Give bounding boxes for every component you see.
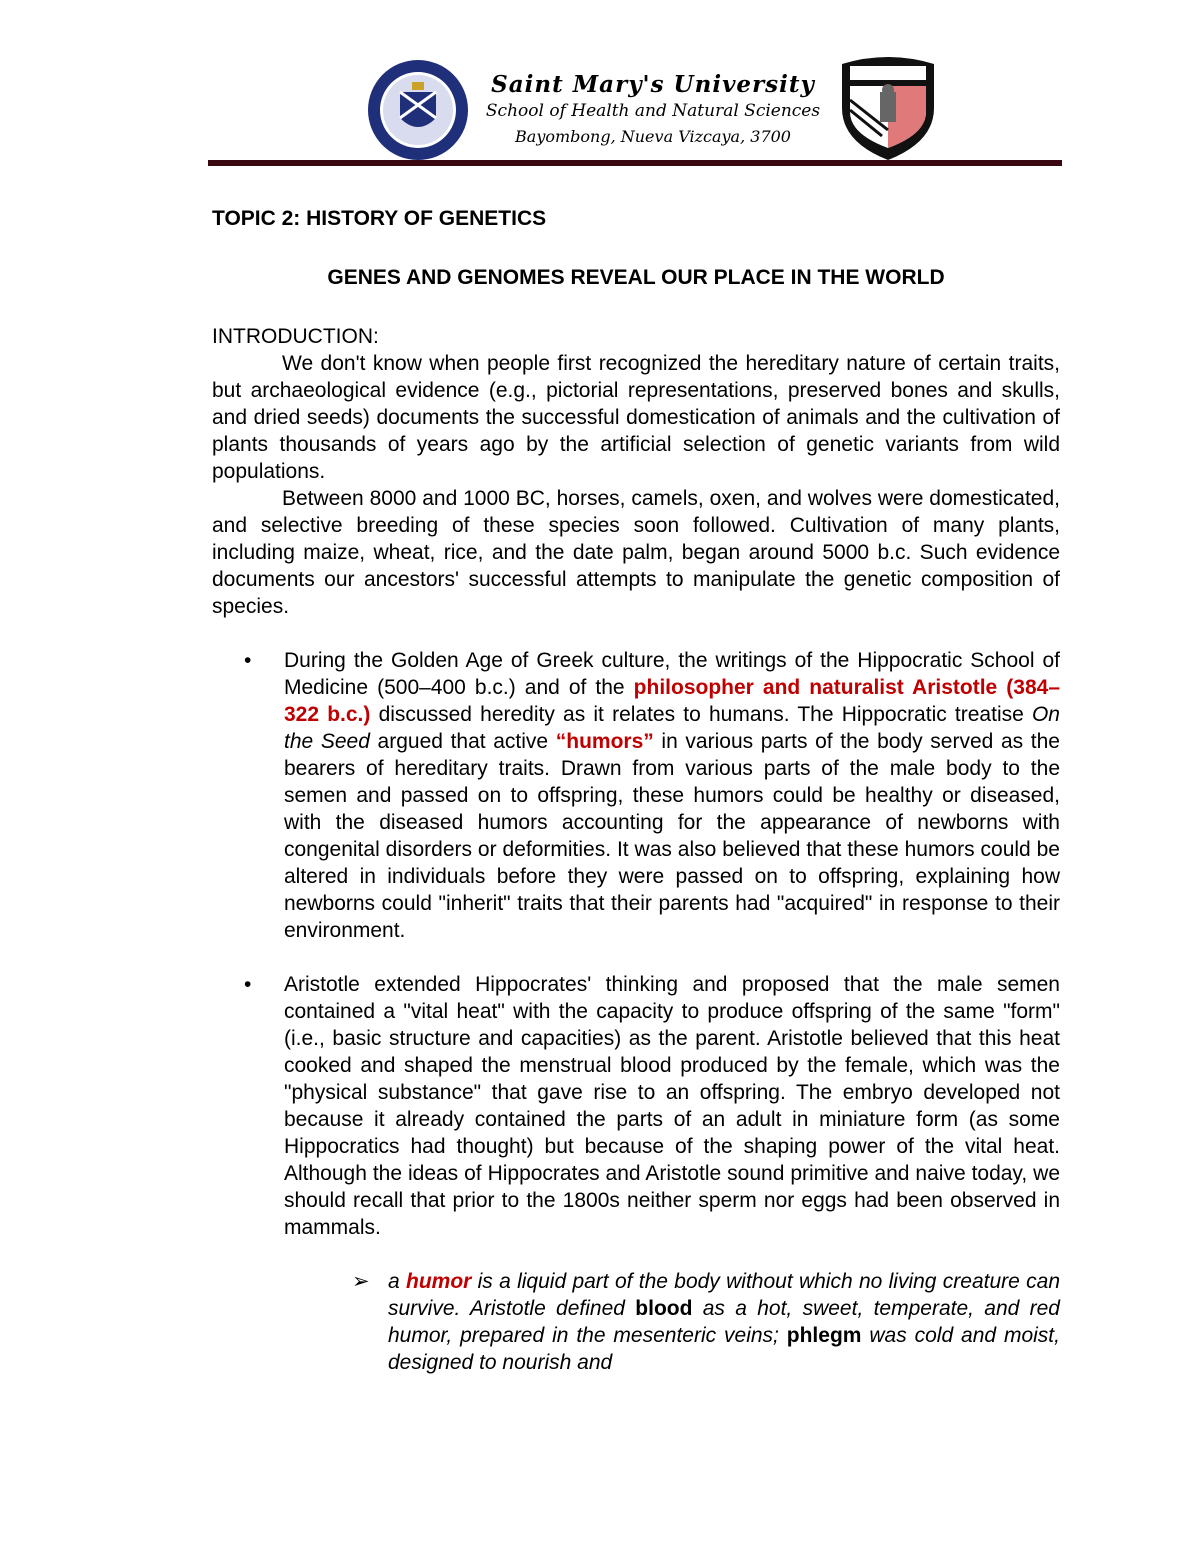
section-title: GENES AND GENOMES REVEAL OUR PLACE IN THE WORLD <box>327 266 945 289</box>
sub-term-blood: blood <box>635 1297 693 1320</box>
document-body <box>212 205 1060 1376</box>
topic-heading: TOPIC 2: HISTORY OF GENETICS <box>212 207 547 230</box>
bullet-aristotle <box>212 971 1060 1241</box>
introduction-label: INTRODUCTION: <box>212 325 379 348</box>
sub-highlight-humor: humor <box>406 1270 472 1293</box>
sub-text-2: is a liquid part of the body without which no living creature can survive. Aristotle defined <box>388 1270 1061 1320</box>
bullet1-treatise-title: On the Seed <box>284 703 1060 753</box>
bullet-list <box>212 647 1060 1241</box>
university-name: Saint Mary's University <box>491 71 815 98</box>
bullet1-highlight-humors: “humors” <box>555 730 654 753</box>
bullet-dot-icon: • <box>244 649 252 672</box>
arrow-bullet-icon: ➢ <box>352 1270 370 1293</box>
bullet1-text-3: argued that active <box>369 730 556 753</box>
document-header <box>0 0 1200 170</box>
sub-text-1: a <box>388 1270 406 1293</box>
bullet1-highlight-aristotle: philosopher and naturalist Aristotle (384–322 b.c.) <box>284 676 1060 726</box>
university-info <box>470 72 836 150</box>
intro-paragraph-1: We don't know when people first recognized the hereditary nature of certain traits, but archaeological evidence (e.g., pictorial representations, preserved bones and skulls, and dried seeds) documents the successful domestication of animals and the cultivation of plants thousands of years ago by the artificial selection of genetic variants from wild populations. <box>212 352 1060 483</box>
sub-text-3: as a hot, sweet, temperate, and red humor, prepared in the mesenteric veins; <box>388 1297 1060 1347</box>
bullet1-text-4: in various parts of the body served as the bearers of hereditary traits. Drawn from various parts of the male body to the semen and passed on to offspring, these humors could be healthy or diseased, with the diseased humors accounting for the appearance of newborns with congenital disorders or deformities. It was also believed that these humors could be altered in individuals before they were passed on to offspring, explaining how newborns could "inherit" traits that their parents had "acquired" in response to their environment. <box>284 730 1060 942</box>
school-shield-logo <box>836 50 940 162</box>
header-divider <box>208 160 1062 166</box>
bullet1-text-1: During the Golden Age of Greek culture, the writings of the Hippocratic School of Medicine (500–400 b.c.) and of the <box>284 649 1060 699</box>
school-name: School of Health and Natural Sciences <box>485 101 821 121</box>
bullet-dot-icon: • <box>244 973 252 996</box>
intro-paragraph-2: Between 8000 and 1000 BC, horses, camels, oxen, and wolves were domesticated, and selective breeding of these species soon followed. Cultivation of many plants, including maize, wheat, rice, and the date palm, began around 5000 b.c. Such evidence documents our ancestors' successful attempts to manipulate the genetic composition of species. <box>212 487 1060 618</box>
bullet2-text: Aristotle extended Hippocrates' thinking and proposed that the male semen contained a "vital heat" with the capacity to produce offspring of the same "form" (i.e., basic structure and capacities) as the parent. Aristotle believed that this heat cooked and shaped the menstrual blood produced by the female, which was the "physical substance" that gave rise to an offspring. The embryo developed not because it already contained the parts of an adult in miniature form (as some Hippocratics had thought) but because of the shaping power of the vital heat. Although the ideas of Hippocrates and Aristotle sound primitive and naive today, we should recall that prior to the 1800s neither sperm nor eggs had been observed in mammals. <box>284 973 1060 1239</box>
bullet1-text-2: discussed heredity as it relates to humans. The Hippocratic treatise <box>370 703 1032 726</box>
sub-term-phlegm: phlegm <box>786 1324 862 1347</box>
bullet-hippocratic <box>212 647 1060 944</box>
sub-bullet-humor <box>352 1268 1061 1376</box>
university-seal-logo <box>366 58 470 162</box>
sub-text-4: was cold and moist, designed to nourish and <box>388 1324 1060 1374</box>
university-address: Bayombong, Nueva Vizcaya, 3700 <box>515 127 791 146</box>
